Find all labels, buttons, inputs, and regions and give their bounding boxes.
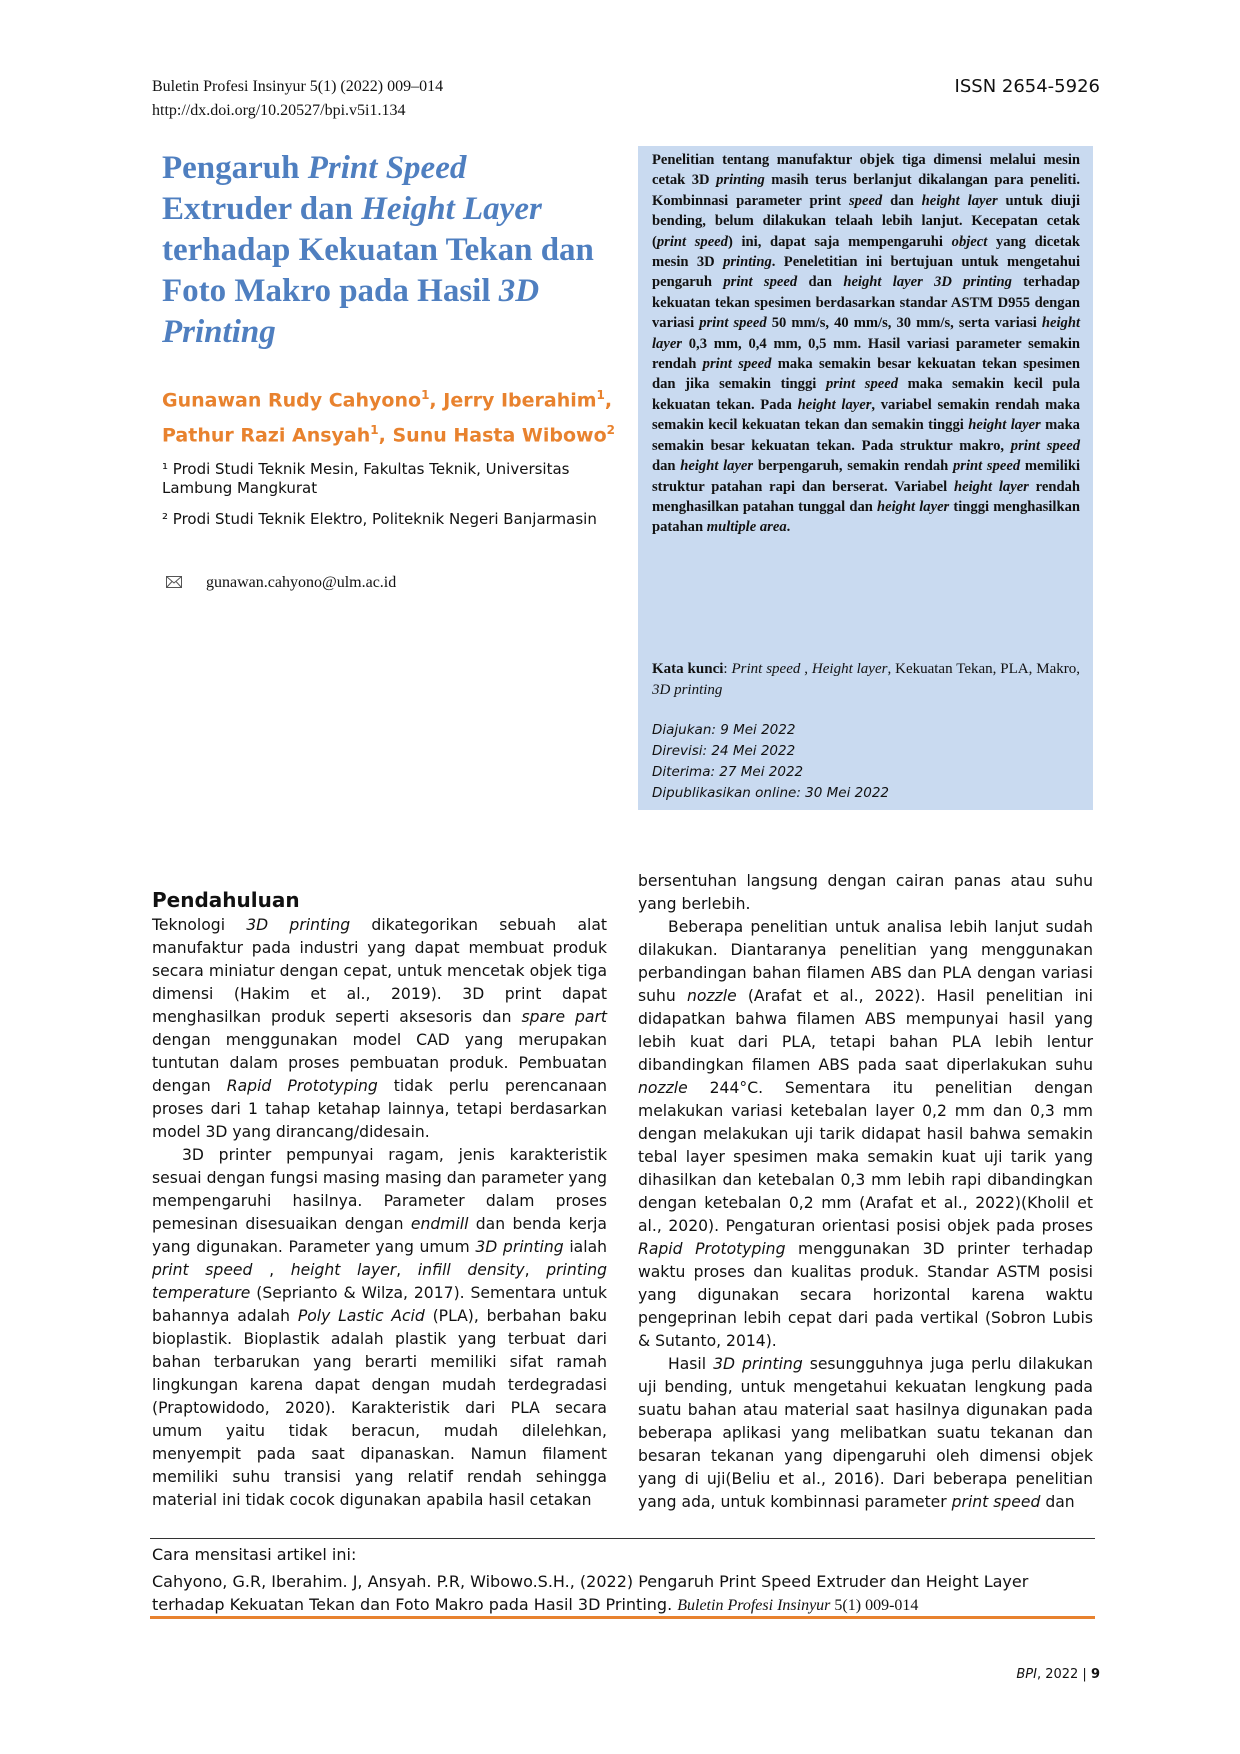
title-part: Extruder dan	[162, 191, 362, 227]
paragraph: bersentuhan langsung dengan cairan panas atau suhu yang berlebih.	[638, 872, 1093, 913]
paragraph: Teknologi 3D printing dikategorikan sebuah alat manufaktur pada industri yang dapat membuat produk secara miniatur dengan cepat, untuk mencetak objek tiga dimensi (Hakim et al., 2019). 3D print dapat menghasilkan produk seperti aksesoris dan spare part dengan menggunakan model CAD yang merupakan tuntutan dalam proses pembuatan produk. Pembuatan dengan Rapid Prototyping tidak perlu perencanaan proses dari 1 tahap ketahap lainnya, tetapi berdasarkan model 3D yang dirancang/didesain.	[152, 916, 608, 1141]
section-heading: Pendahuluan	[152, 888, 300, 912]
author-affil-mark: 1	[421, 388, 430, 402]
date-revised: Direvisi: 24 Mei 2022	[652, 743, 796, 759]
keyword: 3D printing	[652, 682, 723, 698]
author-name: Gunawan Rudy Cahyono	[162, 389, 422, 412]
author-list	[162, 380, 622, 451]
author-name: Pathur Razi Ansyah	[162, 424, 371, 447]
affiliation-1: ¹ Prodi Studi Teknik Mesin, Fakultas Teknik, Universitas Lambung Mangkurat	[162, 460, 570, 497]
date-submitted: Diajukan: 9 Mei 2022	[652, 722, 796, 738]
citation-label: Cara mensitasi artikel ini:	[152, 1545, 357, 1564]
body-column-left	[152, 914, 607, 1512]
keywords: Kata kunci: Print speed , Height layer, Kekuatan Tekan, PLA, Makro, 3D printing	[652, 661, 1081, 698]
affiliation-2: ² Prodi Studi Teknik Elektro, Politeknik Negeri Banjarmasin	[162, 510, 597, 528]
paragraph: Beberapa penelitian untuk analisa lebih lanjut sudah dilakukan. Diantaranya penelitian yang menggunakan perbandingan bahan filamen ABS dan PLA dengan variasi suhu nozzle (Arafat et al., 2022). Hasil penelitian ini didapatkan bahwa filamen ABS mempunyai hasil yang lebih kuat dari PLA, tetapi bahan PLA lebih lentur dibandingkan filamen ABS pada saat diperlakukan suhu nozzle 244°C. Sementara itu penelitian dengan melakukan variasi ketebalan layer 0,2 mm dan 0,3 mm dengan melakukan uji tarik didapat hasil bahwa semakin tebal layer spesimen maka semakin kuat uji tarik yang dihasilkan dan ketebalan 0,3 mm lebih rapi dibandingkan dengan ketebalan 0,2 mm (Arafat et al., 2022)(Kholil et al., 2020). Pengaturan orientasi posisi objek pada proses Rapid Prototyping menggunakan 3D printer terhadap waktu proses dan kualitas produk. Standar ASTM posisi yang digunakan secara horizontal karena waktu pengeprinan lebih cepat dari pada vertikal (Sobron Lubis & Sutanto, 2014).	[638, 918, 1094, 1350]
date-accepted: Diterima: 27 Mei 2022	[652, 764, 804, 780]
date-published: Dipublikasikan online: 30 Mei 2022	[652, 785, 889, 801]
author-sep: ,	[378, 424, 393, 447]
author-name: Sunu Hasta Wibowo	[392, 424, 607, 447]
keyword: Height layer	[811, 661, 888, 677]
keyword: Print speed	[731, 661, 801, 677]
citation-rule-top	[150, 1538, 1095, 1539]
title-part: Print Speed	[307, 150, 467, 186]
author-affil-mark: 1	[596, 388, 605, 402]
citation-text: Cahyono, G.R, Iberahim. J, Ansyah. P.R, Wibowo.S.H., (2022) Pengaruh Print Speed Extruder dan Height Layer terhadap Kekuatan Tekan dan Foto Makro pada Hasil 3D Printing. Buletin Profesi Insinyur 5(1) 009-014	[152, 1572, 1029, 1614]
abstract-text: Penelitian tentang manufaktur objek tiga dimensi melalui mesin cetak 3D printing masih terus berlanjut dikalangan para peneliti. Kombinnasi parameter print speed dan height layer untuk diuji bending, belum dilakukan telaah lebih lanjut. Kecepatan cetak (print speed) ini, dapat saja mempengaruhi object yang dicetak mesin 3D printing. Peneletitian ini bertujuan untuk mengetahui pengaruh print speed dan height layer 3D printing terhadap kekuatan tekan spesimen berdasarkan standar ASTM D955 dengan variasi print speed 50 mm/s, 40 mm/s, 30 mm/s, serta variasi height layer 0,3 mm, 0,4 mm, 0,5 mm. Hasil variasi parameter semakin rendah print speed maka semakin besar kekuatan tekan spesimen dan jika semakin tinggi print speed maka semakin kecil pula kekuatan tekan. Pada height layer, variabel semakin rendah maka semakin kecil kekuatan tekan dan semakin tinggi height layer maka semakin besar kekuatan tekan. Pada struktur makro, print speed dan height layer berpengaruh, semakin rendah print speed memiliki struktur patahan rapi dan berserat. Variabel height layer rendah menghasilkan patahan tunggal dan height layer tinggi menghasilkan patahan multiple area.	[652, 152, 1081, 536]
body-column-right	[638, 870, 1093, 1514]
paper-title	[162, 148, 602, 353]
author-sep: ,	[604, 389, 613, 412]
footer-journal: BPI	[1016, 1667, 1037, 1682]
paragraph: Hasil 3D printing sesungguhnya juga perlu dilakukan uji bending, untuk mengetahui kekuatan lengkung pada suatu bahan atau material saat hasilnya digunakan pada beberapa aplikasi yang melibatkan suatu tekanan dan besaran tekanan yang dipengaruhi oleh dimensi objek yang di uji(Beliu et al., 2016). Dari beberapa penelitian yang ada, untuk kombinnasi parameter print speed dan	[638, 1355, 1094, 1511]
title-part: terhadap Kekuatan Tekan dan Foto Makro pada Hasil	[162, 232, 594, 309]
author-name: Jerry Iberahim	[443, 389, 597, 412]
keywords-label: Kata kunci	[652, 661, 724, 677]
doi-link[interactable]: http://dx.doi.org/10.20527/bpi.v5i1.134	[152, 102, 406, 119]
journal-header: Buletin Profesi Insinyur 5(1) (2022) 009–014	[152, 78, 444, 95]
page-footer: BPI, 2022 | 9	[1016, 1667, 1100, 1682]
title-part: Height Layer	[361, 191, 542, 227]
page-number: 9	[1090, 1667, 1100, 1682]
author-sep: ,	[429, 389, 444, 412]
citation-journal: Buletin Profesi Insinyur	[677, 1597, 831, 1614]
title-part: Pengaruh	[162, 150, 308, 186]
title-part: 3D Printing	[162, 273, 540, 350]
author-affil-mark: 1	[370, 423, 379, 438]
issn: ISSN 2654-5926	[954, 76, 1100, 97]
envelope-icon	[166, 576, 182, 588]
citation-rule-bottom	[150, 1616, 1095, 1619]
paragraph: 3D printer pempunyai ragam, jenis karakteristik sesuai dengan fungsi masing masing dan parameter yang mempengaruhi hasilnya. Parameter dalam proses pemesinan disesuaikan dengan endmill dan benda kerja yang digunakan. Parameter yang umum 3D printing ialah print speed , height layer, infill density, printing temperature (Seprianto & Wilza, 2017). Sementara untuk bahannya adalah Poly Lastic Acid (PLA), berbahan baku bioplastik. Bioplastik adalah plastik yang terbuat dari bahan terbarukan yang berarti memiliki sifat ramah lingkungan karena dapat dengan mudah terdegradasi (Praptowidodo, 2020). Karakteristik dari PLA secara umum yaitu tidak beracun, mudah dilelehkan, menyempit pada saat dipanaskan. Namun filament memiliki suhu transisi yang relatif rendah sehingga material ini tidak cocok digunakan apabila hasil cetakan	[152, 1146, 608, 1509]
author-affil-mark: 2	[606, 423, 616, 438]
corresponding-email[interactable]: gunawan.cahyono@ulm.ac.id	[206, 574, 397, 591]
